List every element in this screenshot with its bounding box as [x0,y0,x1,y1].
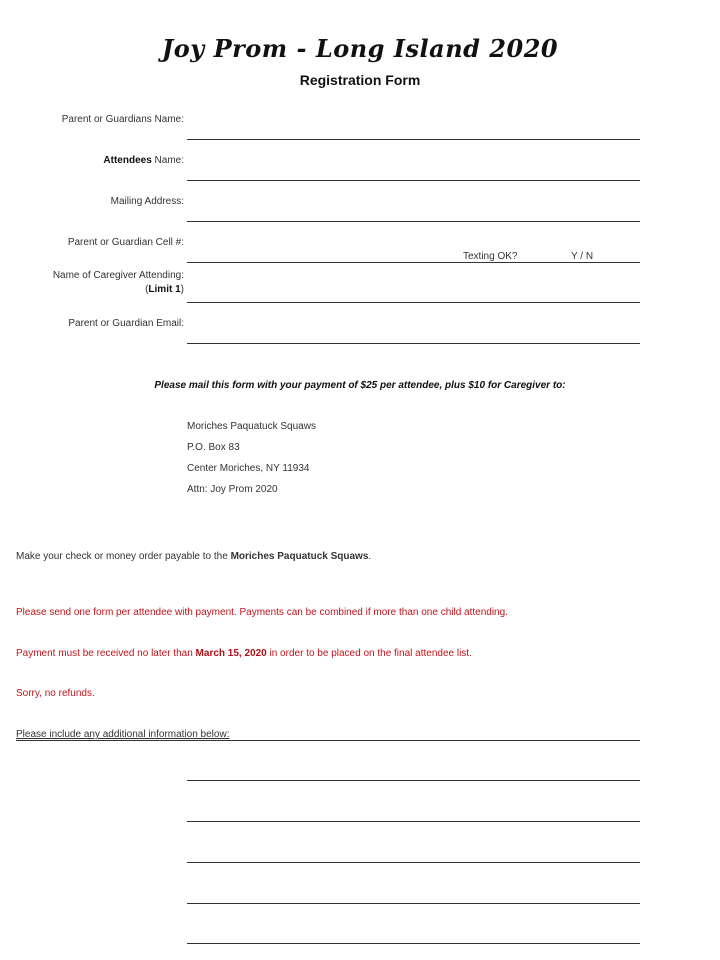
address-line-1: Moriches Paquatuck Squaws [187,421,316,432]
form-subtitle: Registration Form [299,72,421,88]
attendees-name-label [4,155,184,166]
additional-line-5[interactable] [187,903,640,904]
payable-prefix: Make your check or money order payable to the [16,551,231,562]
additional-line-2[interactable] [187,780,640,781]
refunds-note: Sorry, no refunds. [16,688,95,699]
parent-email-line[interactable] [187,343,640,344]
deadline-suffix: in order to be placed on the final attendee list. [266,648,472,659]
additional-line-4[interactable] [187,862,640,863]
caregiver-limit-label [4,284,184,295]
address-line-3: Center Moriches, NY 11934 [187,463,310,474]
attendees-name-line[interactable] [187,180,640,181]
address-line-4: Attn: Joy Prom 2020 [187,484,278,495]
attendees-rest: Name: [151,155,184,166]
mail-instructions: Please mail this form with your payment of $25 per attendee, plus $10 for Caregiver to: [154,380,566,391]
texting-ok-options[interactable]: Y / N [571,251,594,262]
address-line-2: P.O. Box 83 [187,442,240,453]
mailing-address-label: Mailing Address: [110,196,184,207]
attendees-bold: Attendees [103,155,152,166]
mailing-address-line[interactable] [187,221,640,222]
caregiver-close: ) [180,284,184,295]
parent-name-line[interactable] [187,139,640,140]
caregiver-limit: Limit 1 [148,284,181,295]
form-title: Joy Prom - Long Island 2020 [161,34,559,63]
deadline-prefix: Payment must be received no later than [16,648,196,659]
caregiver-line[interactable] [187,302,640,303]
payable-note [16,551,371,562]
texting-ok-label: Texting OK? [463,251,518,262]
deadline-bold: March 15, 2020 [195,648,267,659]
deadline-note [16,648,472,659]
caregiver-open: ( [145,284,149,295]
parent-cell-line[interactable] [187,262,640,263]
additional-info-label: Please include any additional information below: [16,729,230,740]
additional-line-3[interactable] [187,821,640,822]
payable-bold: Moriches Paquatuck Squaws [230,551,369,562]
parent-email-label: Parent or Guardian Email: [68,318,184,329]
caregiver-label: Name of Caregiver Attending: [52,270,184,281]
additional-line-6[interactable] [187,943,640,944]
payable-suffix: . [368,551,372,562]
additional-line-1[interactable] [16,740,640,741]
one-form-note: Please send one form per attendee with payment. Payments can be combined if more than one child attending. [16,607,508,618]
parent-cell-label: Parent or Guardian Cell #: [67,237,184,248]
parent-name-label: Parent or Guardians Name: [61,114,184,125]
